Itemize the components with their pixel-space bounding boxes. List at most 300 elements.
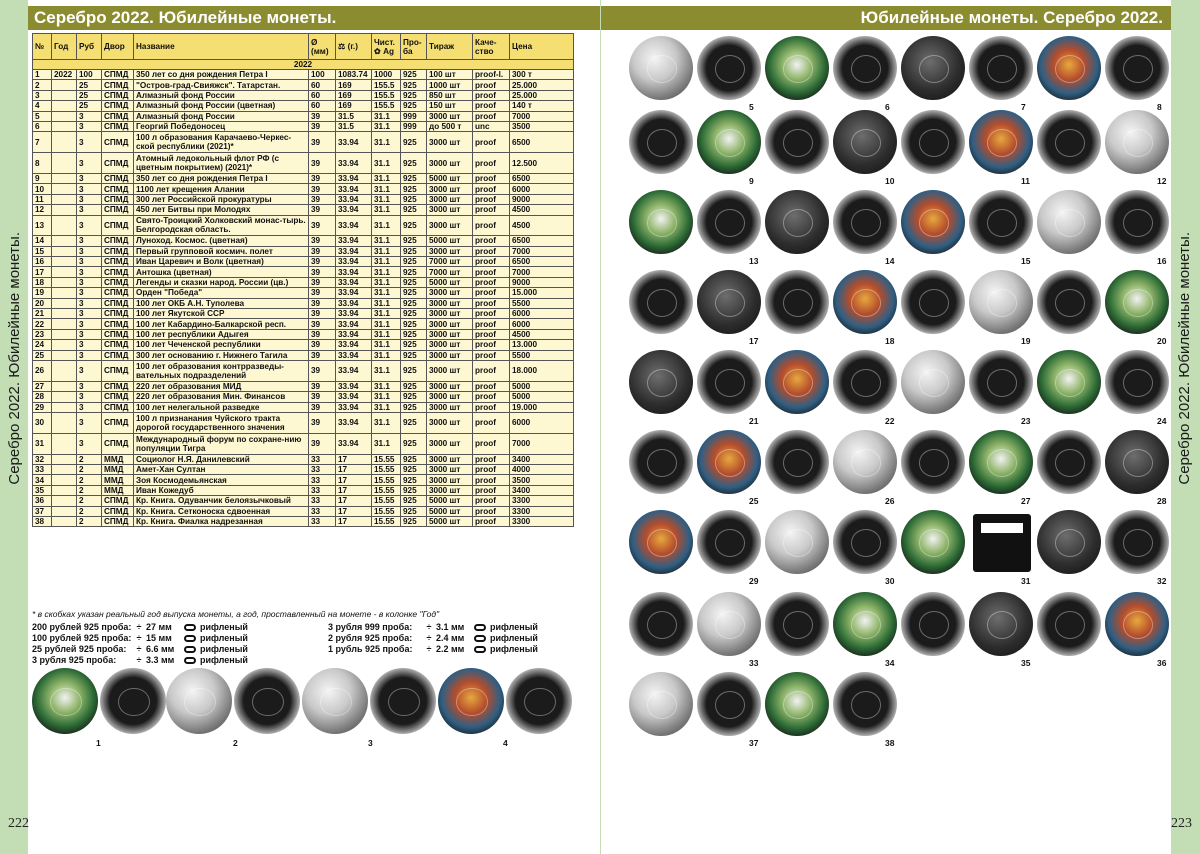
spec-row: [328, 644, 538, 654]
table-cell: 39: [309, 433, 336, 454]
table-cell: 15.55: [372, 496, 401, 506]
table-cell: proof: [473, 205, 510, 215]
table-cell: 925: [401, 298, 427, 308]
table-cell: СПМД: [102, 153, 134, 174]
table-cell: 100 лет ОКБ А.Н. Туполева: [134, 298, 309, 308]
coin-image: [901, 350, 965, 414]
table-cell: СПМД: [102, 215, 134, 236]
table-cell: 33: [309, 506, 336, 516]
table-cell: 3: [77, 153, 102, 174]
table-cell: СПМД: [102, 205, 134, 215]
table-cell: 925: [401, 267, 427, 277]
table-row: [33, 132, 574, 153]
table-cell: СПМД: [102, 340, 134, 350]
coin-number: 8: [1157, 102, 1162, 112]
coin-image: [697, 672, 761, 736]
table-cell: 5000 шт: [427, 173, 473, 183]
table-cell: 3000 шт: [427, 194, 473, 204]
table-cell: 925: [401, 70, 427, 80]
table-cell: 169: [336, 90, 372, 100]
table-cell: 1083.74: [336, 70, 372, 80]
coin-image: [1105, 110, 1169, 174]
table-cell: [52, 215, 77, 236]
coin-image: [1037, 36, 1101, 100]
table-cell: 33: [309, 464, 336, 474]
table-cell: Луноход. Космос. (цветная): [134, 236, 309, 246]
table-cell: Социолог Н.Я. Данилевский: [134, 454, 309, 464]
coin-image: [833, 592, 897, 656]
table-cell: Иван Кожедуб: [134, 485, 309, 495]
table-cell: 37: [33, 506, 52, 516]
table-row: [33, 111, 574, 121]
coin-number: 7: [1021, 102, 1026, 112]
spec-thickness: 6.6 мм: [146, 644, 175, 654]
thickness-icon: ÷: [426, 644, 432, 654]
table-body: [33, 60, 574, 527]
table-cell: 39: [309, 412, 336, 433]
coin-number: 37: [749, 738, 759, 748]
column-header: Ø (мм): [309, 34, 336, 60]
table-cell: 4500: [510, 329, 574, 339]
coin-image: [506, 668, 572, 734]
table-cell: proof: [473, 257, 510, 267]
table-cell: Георгий Победоносец: [134, 121, 309, 131]
table-cell: 19: [33, 288, 52, 298]
table-cell: proof: [473, 496, 510, 506]
table-cell: proof: [473, 267, 510, 277]
table-cell: 300 т: [510, 70, 574, 80]
table-cell: 3000 шт: [427, 475, 473, 485]
table-row: [33, 101, 574, 111]
table-cell: 31: [33, 433, 52, 454]
table-cell: 3: [77, 319, 102, 329]
spec-thickness: 15 мм: [146, 633, 172, 643]
table-cell: СПМД: [102, 194, 134, 204]
table-cell: 300 лет Российской прокуратуры: [134, 194, 309, 204]
coin-image: [765, 592, 829, 656]
table-cell: 925: [401, 90, 427, 100]
table-cell: 2022: [52, 70, 77, 80]
table-row: [33, 506, 574, 516]
table-cell: СПМД: [102, 309, 134, 319]
table-cell: 3000 шт: [427, 329, 473, 339]
spec-edge: рифленый: [200, 644, 248, 654]
table-cell: 31.1: [372, 184, 401, 194]
table-cell: СПМД: [102, 121, 134, 131]
table-cell: 39: [309, 381, 336, 391]
table-cell: [52, 257, 77, 267]
table-cell: 31.1: [372, 350, 401, 360]
table-cell: 17: [336, 454, 372, 464]
coin-number: 10: [885, 176, 895, 186]
table-cell: 5000: [510, 381, 574, 391]
table-cell: 925: [401, 80, 427, 90]
table-cell: 1000: [372, 70, 401, 80]
coin-image: [32, 668, 98, 734]
table-cell: 39: [309, 246, 336, 256]
table-cell: [52, 319, 77, 329]
column-header: Название: [134, 34, 309, 60]
table-cell: 3300: [510, 506, 574, 516]
table-cell: 31.1: [372, 267, 401, 277]
table-row: [33, 267, 574, 277]
table-cell: 3000 шт: [427, 319, 473, 329]
table-cell: 6000: [510, 309, 574, 319]
table-cell: 31.1: [372, 121, 401, 131]
table-cell: 39: [309, 215, 336, 236]
table-cell: 13: [33, 215, 52, 236]
table-row: [33, 173, 574, 183]
table-row: [33, 516, 574, 526]
table-cell: Атомный ледокольный флот РФ (с цветным покрытием) (2021)*: [134, 153, 309, 174]
table-cell: proof: [473, 215, 510, 236]
table-cell: 39: [309, 392, 336, 402]
table-cell: proof: [473, 392, 510, 402]
table-cell: [52, 298, 77, 308]
table-cell: 2: [33, 80, 52, 90]
table-cell: 39: [309, 184, 336, 194]
table-cell: 925: [401, 412, 427, 433]
coin-number: 20: [1157, 336, 1167, 346]
table-cell: proof: [473, 111, 510, 121]
table-cell: 925: [401, 132, 427, 153]
table-cell: СПМД: [102, 80, 134, 90]
table-cell: 39: [309, 121, 336, 131]
table-cell: 155.5: [372, 90, 401, 100]
table-cell: 150 шт: [427, 101, 473, 111]
table-cell: 925: [401, 392, 427, 402]
coin-number: 4: [503, 738, 508, 748]
table-cell: 60: [309, 80, 336, 90]
table-cell: 925: [401, 277, 427, 287]
table-cell: 9000: [510, 194, 574, 204]
spec-row: [32, 644, 248, 654]
table-cell: 1000 шт: [427, 80, 473, 90]
table-cell: 925: [401, 381, 427, 391]
table-cell: 34: [33, 475, 52, 485]
table-cell: 2: [77, 516, 102, 526]
coin-number: 13: [749, 256, 759, 266]
spec-row: [32, 622, 248, 632]
table-cell: proof: [473, 80, 510, 90]
table-cell: proof: [473, 298, 510, 308]
table-row: [33, 90, 574, 100]
table-cell: 33.94: [336, 194, 372, 204]
table-cell: 33: [309, 454, 336, 464]
table-cell: proof: [473, 329, 510, 339]
table-cell: 3000 шт: [427, 392, 473, 402]
coin-image: [370, 668, 436, 734]
table-cell: 39: [309, 205, 336, 215]
table-cell: 925: [401, 309, 427, 319]
table-cell: СПМД: [102, 506, 134, 516]
table-cell: proof: [473, 319, 510, 329]
table-cell: "Остров-град-Свияжск". Татарстан.: [134, 80, 309, 90]
table-row: [33, 319, 574, 329]
table-cell: proof: [473, 277, 510, 287]
table-cell: СПМД: [102, 412, 134, 433]
table-cell: 925: [401, 173, 427, 183]
table-cell: 29: [33, 402, 52, 412]
coin-image: [1037, 510, 1101, 574]
spec-label: 1 рубль 925 проба:: [328, 644, 413, 654]
left-page: [28, 0, 600, 854]
table-cell: 28: [33, 392, 52, 402]
coin-image: [833, 110, 897, 174]
coin-number: 11: [1021, 176, 1030, 186]
table-cell: 9000: [510, 277, 574, 287]
table-row: [33, 392, 574, 402]
table-cell: СПМД: [102, 381, 134, 391]
table-cell: 5000 шт: [427, 236, 473, 246]
table-cell: 35: [33, 485, 52, 495]
table-cell: 350 лет со дня рождения Петра I: [134, 173, 309, 183]
table-cell: 100 лет Якутской ССР: [134, 309, 309, 319]
table-cell: 3: [77, 205, 102, 215]
table-cell: proof: [473, 350, 510, 360]
table-cell: 33.94: [336, 288, 372, 298]
table-cell: 33.94: [336, 433, 372, 454]
table-cell: 3000 шт: [427, 288, 473, 298]
table-cell: [52, 309, 77, 319]
table-cell: 925: [401, 257, 427, 267]
coin-image: [765, 430, 829, 494]
table-cell: 925: [401, 464, 427, 474]
left-header: Серебро 2022. Юбилейные монеты.: [28, 6, 600, 30]
coin-image: [765, 190, 829, 254]
column-header: Тираж: [427, 34, 473, 60]
coin-number: 1: [96, 738, 101, 748]
spec-label: 3 рубля 925 проба:: [32, 655, 117, 665]
table-cell: СПМД: [102, 90, 134, 100]
table-row: [33, 298, 574, 308]
coin-number: 35: [1021, 658, 1031, 668]
column-header: Чист. ✿ Ag: [372, 34, 401, 60]
table-cell: 19.000: [510, 402, 574, 412]
table-cell: proof: [473, 101, 510, 111]
table-cell: СПМД: [102, 132, 134, 153]
table-cell: 39: [309, 350, 336, 360]
table-cell: 3: [77, 267, 102, 277]
table-row: [33, 381, 574, 391]
spec-edge: рифленый: [200, 655, 248, 665]
table-cell: СПМД: [102, 70, 134, 80]
table-cell: 11: [33, 194, 52, 204]
table-cell: proof: [473, 173, 510, 183]
table-cell: proof: [473, 433, 510, 454]
table-cell: 25.000: [510, 80, 574, 90]
table-cell: 6500: [510, 257, 574, 267]
spec-thickness: 3.1 мм: [436, 622, 465, 632]
table-cell: 31.1: [372, 236, 401, 246]
edge-icon: [474, 635, 486, 642]
table-cell: 925: [401, 205, 427, 215]
spec-edge: рифленый: [490, 622, 538, 632]
coin-image: [901, 190, 965, 254]
table-cell: 15.55: [372, 485, 401, 495]
table-cell: 100 шт: [427, 70, 473, 80]
table-cell: 3400: [510, 454, 574, 464]
table-cell: 6500: [510, 173, 574, 183]
table-cell: 5500: [510, 298, 574, 308]
table-cell: 33.94: [336, 392, 372, 402]
table-cell: [52, 506, 77, 516]
table-cell: proof: [473, 475, 510, 485]
table-cell: 3: [77, 350, 102, 360]
coin-image: [166, 668, 232, 734]
table-cell: [52, 360, 77, 381]
column-header: №: [33, 34, 52, 60]
spec-thickness: 2.2 мм: [436, 644, 465, 654]
table-cell: proof: [473, 464, 510, 474]
coin-image: [1105, 190, 1169, 254]
table-cell: 3: [77, 184, 102, 194]
table-cell: [52, 184, 77, 194]
table-cell: 15.000: [510, 288, 574, 298]
table-cell: 17: [336, 496, 372, 506]
coin-number: 27: [1021, 496, 1031, 506]
table-cell: 33: [309, 516, 336, 526]
table-cell: proof: [473, 516, 510, 526]
table-cell: 16: [33, 257, 52, 267]
table-cell: 31.1: [372, 298, 401, 308]
table-cell: 169: [336, 80, 372, 90]
table-cell: 15.55: [372, 464, 401, 474]
thickness-icon: ÷: [426, 633, 432, 643]
table-cell: СПМД: [102, 184, 134, 194]
table-cell: proof: [473, 288, 510, 298]
table-cell: 31.1: [372, 153, 401, 174]
table-cell: 33.94: [336, 319, 372, 329]
spec-row: [328, 633, 538, 643]
spec-label: 3 рубля 999 проба:: [328, 622, 413, 632]
table-cell: 25: [77, 80, 102, 90]
table-cell: 17: [33, 267, 52, 277]
table-cell: 24: [33, 340, 52, 350]
table-cell: 33.94: [336, 298, 372, 308]
table-cell: 31.1: [372, 319, 401, 329]
table-row: [33, 70, 574, 80]
table-cell: 33.94: [336, 267, 372, 277]
table-cell: 31.1: [372, 246, 401, 256]
footnote: * в скобках указан реальный год выпуска монеты, а год, проставленный на монете - в колонке "Год": [32, 609, 440, 619]
coin-image: [765, 36, 829, 100]
table-cell: [52, 402, 77, 412]
table-cell: 31.1: [372, 433, 401, 454]
table-cell: 169: [336, 101, 372, 111]
table-cell: СПМД: [102, 111, 134, 121]
table-cell: 3: [33, 90, 52, 100]
table-cell: ММД: [102, 485, 134, 495]
table-cell: 925: [401, 329, 427, 339]
table-cell: 15.55: [372, 475, 401, 485]
table-cell: 3: [77, 215, 102, 236]
table-cell: 7000 шт: [427, 267, 473, 277]
table-cell: proof: [473, 236, 510, 246]
table-cell: 25: [77, 90, 102, 100]
table-cell: 7000 шт: [427, 257, 473, 267]
coin-image: [833, 672, 897, 736]
table-cell: Первый групповой космич. полет: [134, 246, 309, 256]
table-cell: СПМД: [102, 288, 134, 298]
coin-image: [765, 270, 829, 334]
table-cell: 350 лет со дня рождения Петра I: [134, 70, 309, 80]
table-cell: [52, 412, 77, 433]
table-cell: 60: [309, 90, 336, 100]
table-cell: 33.94: [336, 277, 372, 287]
spec-row: [32, 655, 248, 665]
coin-number: 25: [749, 496, 759, 506]
table-cell: 31.5: [336, 121, 372, 131]
table-cell: proof: [473, 246, 510, 256]
table-cell: СПМД: [102, 173, 134, 183]
table-cell: 39: [309, 257, 336, 267]
table-cell: 39: [309, 319, 336, 329]
coin-image: [833, 36, 897, 100]
table-cell: 31.1: [372, 215, 401, 236]
coin-image: [901, 270, 965, 334]
thickness-icon: ÷: [136, 655, 142, 665]
coin-image: [969, 592, 1033, 656]
table-cell: 3: [77, 288, 102, 298]
table-cell: 33: [33, 464, 52, 474]
table-cell: 925: [401, 246, 427, 256]
table-cell: 39: [309, 360, 336, 381]
table-cell: proof: [473, 340, 510, 350]
table-cell: 5000: [510, 392, 574, 402]
table-cell: Алмазный фонд России: [134, 111, 309, 121]
coin-image: [697, 190, 761, 254]
table-cell: 2: [77, 485, 102, 495]
table-cell: Кр. Книга. Одуванчик белоязычковый: [134, 496, 309, 506]
coin-image: [765, 110, 829, 174]
coin-image: [969, 190, 1033, 254]
table-cell: 3000 шт: [427, 111, 473, 121]
table-cell: 925: [401, 475, 427, 485]
table-cell: Легенды и сказки народ. России (цв.): [134, 277, 309, 287]
table-cell: 6500: [510, 132, 574, 153]
coin-image: [969, 430, 1033, 494]
table-row: [33, 475, 574, 485]
table-row: [33, 412, 574, 433]
table-cell: 31.1: [372, 360, 401, 381]
table-cell: 39: [309, 288, 336, 298]
table-cell: 7000: [510, 267, 574, 277]
table-cell: 3: [77, 111, 102, 121]
table-cell: proof: [473, 360, 510, 381]
table-cell: СПМД: [102, 392, 134, 402]
column-header: Каче-ство: [473, 34, 510, 60]
coin-image: [629, 110, 693, 174]
table-cell: 60: [309, 101, 336, 111]
edge-icon: [184, 657, 196, 664]
table-cell: 925: [401, 496, 427, 506]
year-row: [33, 60, 574, 70]
edge-icon: [184, 624, 196, 631]
table-cell: 33.94: [336, 246, 372, 256]
table-cell: proof-l.: [473, 70, 510, 80]
table-cell: 3000 шт: [427, 184, 473, 194]
coin-image: [697, 270, 761, 334]
coin-number: 6: [885, 102, 890, 112]
spec-edge: рифленый: [200, 622, 248, 632]
table-cell: [52, 132, 77, 153]
coin-image: [1037, 350, 1101, 414]
table-cell: 1100 лет крещения Алании: [134, 184, 309, 194]
table-cell: СПМД: [102, 236, 134, 246]
table-cell: 3000 шт: [427, 153, 473, 174]
table-cell: [52, 194, 77, 204]
